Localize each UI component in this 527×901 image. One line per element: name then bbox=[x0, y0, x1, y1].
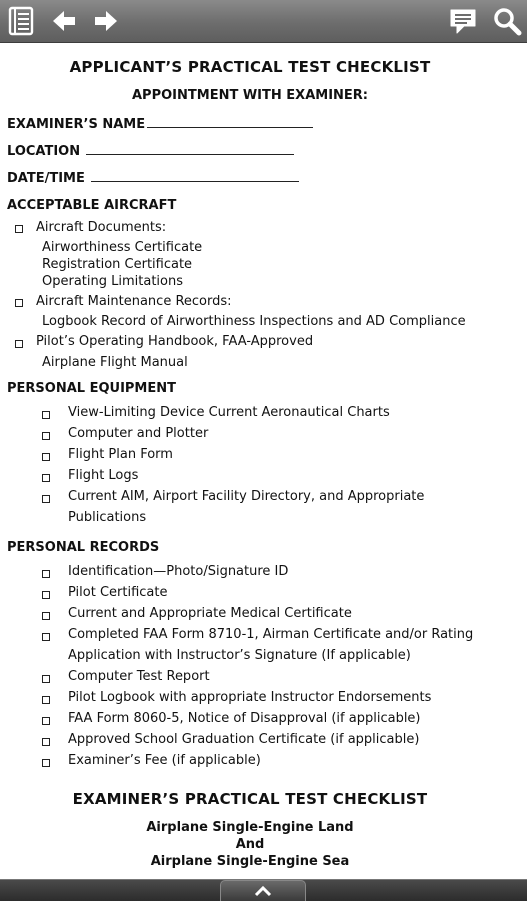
list-item: Completed FAA Form 8710-1, Airman Certificate and/or Rating bbox=[68, 627, 474, 642]
list-item: Approved School Graduation Certificate (if applicable) bbox=[68, 732, 420, 747]
list-item: Computer Test Report bbox=[68, 669, 210, 684]
examiner-subtitle-line: Airplane Single-Engine Sea bbox=[150, 854, 350, 869]
list-item: Logbook Record of Airworthiness Inspections and AD Compliance bbox=[42, 314, 466, 329]
location-label: LOCATION bbox=[7, 144, 81, 159]
checkbox-records-7[interactable] bbox=[42, 717, 50, 725]
checkbox-equipment-3[interactable] bbox=[42, 453, 50, 461]
section-heading-aircraft: ACCEPTABLE AIRCRAFT bbox=[7, 198, 177, 213]
list-item-continued: Publications bbox=[68, 510, 147, 525]
aircraft-documents-label: Aircraft Documents: bbox=[36, 220, 167, 235]
checkbox-equipment-2[interactable] bbox=[42, 432, 50, 440]
toc-button[interactable] bbox=[4, 0, 38, 42]
checkbox-records-8[interactable] bbox=[42, 738, 50, 746]
location-field[interactable] bbox=[7, 143, 294, 159]
datetime-blank[interactable] bbox=[91, 170, 299, 182]
checkbox-records-3[interactable] bbox=[42, 612, 50, 620]
expand-menu-tab[interactable] bbox=[220, 880, 306, 901]
list-item: Airworthiness Certificate bbox=[42, 240, 203, 255]
checkbox-equipment-4[interactable] bbox=[42, 474, 50, 482]
appointment-heading: APPOINTMENT WITH EXAMINER: bbox=[132, 88, 368, 103]
checkbox-records-9[interactable] bbox=[42, 759, 50, 767]
section-heading-equipment: PERSONAL EQUIPMENT bbox=[7, 381, 176, 396]
toc-icon bbox=[6, 6, 36, 36]
checkbox-aircraft-maintenance[interactable] bbox=[15, 299, 23, 307]
back-button[interactable] bbox=[48, 0, 80, 42]
examiner-subtitle-line: Airplane Single-Engine Land bbox=[146, 820, 354, 835]
list-item: Pilot Certificate bbox=[68, 585, 168, 600]
location-blank[interactable] bbox=[86, 143, 294, 155]
checkbox-records-4[interactable] bbox=[42, 633, 50, 641]
datetime-field[interactable] bbox=[7, 170, 299, 186]
list-item: Computer and Plotter bbox=[68, 426, 209, 441]
list-item: Flight Plan Form bbox=[68, 447, 173, 462]
checkbox-aircraft-documents[interactable] bbox=[15, 225, 23, 233]
search-button[interactable] bbox=[490, 0, 524, 42]
bottom-bar bbox=[0, 879, 527, 901]
forward-button[interactable] bbox=[90, 0, 122, 42]
checkbox-pilot-operating-handbook[interactable] bbox=[15, 340, 23, 348]
list-item: Airplane Flight Manual bbox=[42, 355, 188, 370]
aircraft-maintenance-label: Aircraft Maintenance Records: bbox=[36, 294, 232, 309]
chevron-up-icon bbox=[254, 885, 272, 897]
datetime-label: DATE/TIME bbox=[7, 171, 85, 186]
examiner-name-field[interactable] bbox=[7, 116, 313, 132]
checkbox-records-1[interactable] bbox=[42, 570, 50, 578]
list-item-continued: Application with Instructor’s Signature (If applicable) bbox=[68, 648, 411, 663]
list-item: Operating Limitations bbox=[42, 274, 183, 289]
list-item: Current and Appropriate Medical Certificate bbox=[68, 606, 352, 621]
examiner-name-label: EXAMINER’S NAME bbox=[7, 117, 146, 132]
document-page bbox=[0, 43, 527, 879]
list-item: Examiner’s Fee (if applicable) bbox=[68, 753, 261, 768]
page-title: APPLICANT’S PRACTICAL TEST CHECKLIST bbox=[69, 58, 431, 76]
checkbox-equipment-1[interactable] bbox=[42, 411, 50, 419]
list-item: Current AIM, Airport Facility Directory, and Appropriate bbox=[68, 489, 425, 504]
list-item: Identification—Photo/Signature ID bbox=[68, 564, 289, 579]
examiner-name-blank[interactable] bbox=[147, 116, 313, 128]
list-item: Pilot Logbook with appropriate Instructor Endorsements bbox=[68, 690, 432, 705]
examiner-checklist-title: EXAMINER’S PRACTICAL TEST CHECKLIST bbox=[72, 790, 428, 808]
top-toolbar bbox=[0, 0, 527, 43]
forward-arrow-icon bbox=[93, 9, 119, 33]
checkbox-equipment-5[interactable] bbox=[42, 495, 50, 503]
poh-label: Pilot’s Operating Handbook, FAA-Approved bbox=[36, 334, 314, 349]
list-item: View-Limiting Device Current Aeronautical Charts bbox=[68, 405, 390, 420]
comment-icon bbox=[448, 6, 478, 36]
section-heading-records: PERSONAL RECORDS bbox=[7, 540, 160, 555]
list-item: Flight Logs bbox=[68, 468, 139, 483]
checkbox-records-6[interactable] bbox=[42, 696, 50, 704]
comment-button[interactable] bbox=[446, 0, 480, 42]
search-icon bbox=[492, 6, 522, 36]
checkbox-records-5[interactable] bbox=[42, 675, 50, 683]
examiner-subtitle-line: And bbox=[235, 837, 265, 852]
list-item: Registration Certificate bbox=[42, 257, 193, 272]
checkbox-records-2[interactable] bbox=[42, 591, 50, 599]
back-arrow-icon bbox=[51, 9, 77, 33]
list-item: FAA Form 8060-5, Notice of Disapproval (if applicable) bbox=[68, 711, 421, 726]
